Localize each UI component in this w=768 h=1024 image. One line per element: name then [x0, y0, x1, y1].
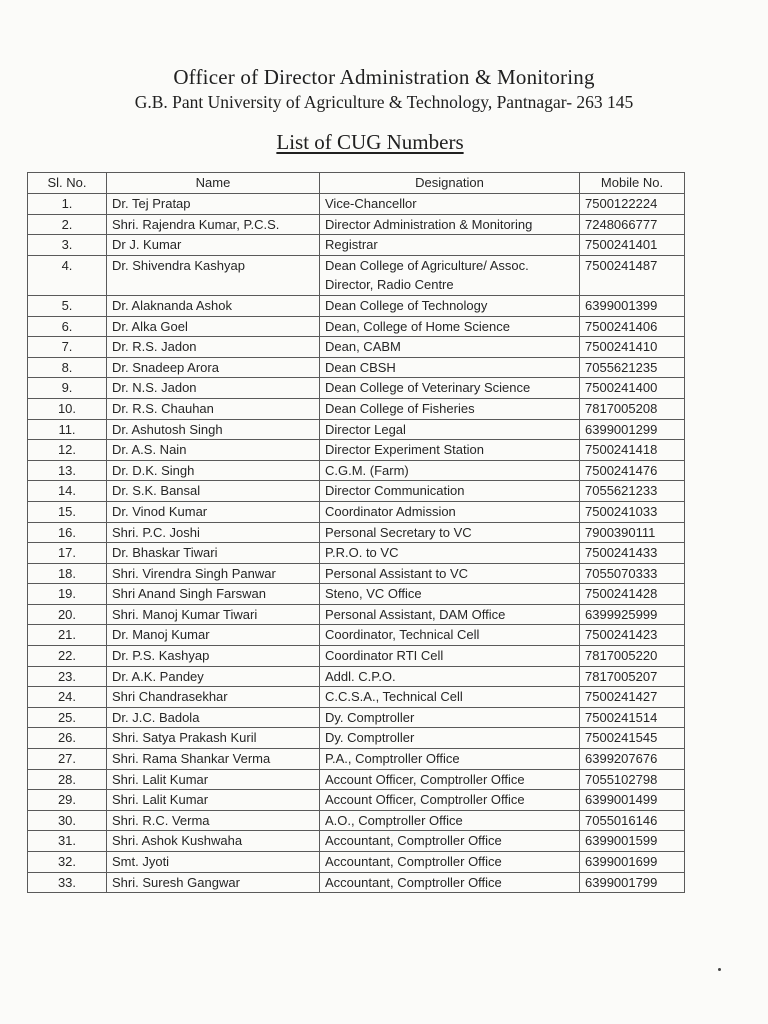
name-cell: Shri. Suresh Gangwar — [107, 872, 320, 893]
column-header-name: Name — [107, 173, 320, 194]
name-cell: Dr. A.S. Nain — [107, 440, 320, 461]
sl-no-cell: 23. — [28, 666, 107, 687]
name-cell: Dr. N.S. Jadon — [107, 378, 320, 399]
designation-cell: C.G.M. (Farm) — [320, 460, 580, 481]
designation-cell: P.A., Comptroller Office — [320, 749, 580, 770]
sl-no-cell: 9. — [28, 378, 107, 399]
university-subtitle: G.B. Pant University of Agriculture & Technology, Pantnagar- 263 145 — [134, 92, 634, 112]
name-cell: Shri. Lalit Kumar — [107, 790, 320, 811]
sl-no-cell: 5. — [28, 295, 107, 316]
table-row — [28, 337, 685, 358]
sl-no-cell: 33. — [28, 872, 107, 893]
mobile-cell: 7500122224 — [580, 194, 685, 215]
sl-no-cell: 11. — [28, 419, 107, 440]
mobile-cell: 7500241033 — [580, 501, 685, 522]
mobile-cell: 7500241401 — [580, 235, 685, 256]
designation-cell: Accountant, Comptroller Office — [320, 831, 580, 852]
name-cell: Dr. R.S. Chauhan — [107, 398, 320, 419]
name-cell: Shri. Lalit Kumar — [107, 769, 320, 790]
sl-no-cell: 31. — [28, 831, 107, 852]
table-row — [28, 790, 685, 811]
mobile-cell: 7055102798 — [580, 769, 685, 790]
sl-no-cell: 20. — [28, 604, 107, 625]
sl-no-cell: 13. — [28, 460, 107, 481]
name-cell: Dr. D.K. Singh — [107, 460, 320, 481]
cug-table — [27, 172, 685, 893]
table-header-row — [28, 173, 685, 194]
sl-no-cell: 8. — [28, 357, 107, 378]
mobile-cell: 6399001799 — [580, 872, 685, 893]
name-cell: Shri. P.C. Joshi — [107, 522, 320, 543]
mobile-cell: 6399925999 — [580, 604, 685, 625]
name-cell: Shri. Satya Prakash Kuril — [107, 728, 320, 749]
name-cell: Shri. R.C. Verma — [107, 810, 320, 831]
name-cell: Dr. A.K. Pandey — [107, 666, 320, 687]
designation-cell: Coordinator RTI Cell — [320, 646, 580, 667]
mobile-cell: 7817005220 — [580, 646, 685, 667]
name-cell: Dr. Snadeep Arora — [107, 357, 320, 378]
designation-cell: P.R.O. to VC — [320, 543, 580, 564]
designation-cell: Dy. Comptroller — [320, 728, 580, 749]
table-row — [28, 872, 685, 893]
designation-cell: Dean, College of Home Science — [320, 316, 580, 337]
name-cell: Dr. R.S. Jadon — [107, 337, 320, 358]
name-cell: Shri. Manoj Kumar Tiwari — [107, 604, 320, 625]
table-row — [28, 378, 685, 399]
name-cell: Shri. Rama Shankar Verma — [107, 749, 320, 770]
designation-cell: Personal Assistant to VC — [320, 563, 580, 584]
table-row — [28, 481, 685, 502]
mobile-cell: 7500241427 — [580, 687, 685, 708]
designation-cell: Dean CBSH — [320, 357, 580, 378]
sl-no-cell: 6. — [28, 316, 107, 337]
table-row — [28, 316, 685, 337]
table-row — [28, 687, 685, 708]
designation-cell: Director Administration & Monitoring — [320, 214, 580, 235]
mobile-cell: 7055070333 — [580, 563, 685, 584]
mobile-cell: 7500241545 — [580, 728, 685, 749]
name-cell: Dr. Shivendra Kashyap — [107, 255, 320, 295]
mobile-cell: 7500241423 — [580, 625, 685, 646]
sl-no-cell: 7. — [28, 337, 107, 358]
designation-cell: Director Experiment Station — [320, 440, 580, 461]
name-cell: Shri Chandrasekhar — [107, 687, 320, 708]
name-cell: Shri. Ashok Kushwaha — [107, 831, 320, 852]
name-cell: Shri Anand Singh Farswan — [107, 584, 320, 605]
mobile-cell: 6399001399 — [580, 295, 685, 316]
mobile-cell: 6399001499 — [580, 790, 685, 811]
sl-no-cell: 2. — [28, 214, 107, 235]
table-row — [28, 831, 685, 852]
name-cell: Dr. Alka Goel — [107, 316, 320, 337]
sl-no-cell: 15. — [28, 501, 107, 522]
mobile-cell: 7055016146 — [580, 810, 685, 831]
sl-no-cell: 22. — [28, 646, 107, 667]
table-row — [28, 214, 685, 235]
name-cell: Dr. Bhaskar Tiwari — [107, 543, 320, 564]
table-row — [28, 440, 685, 461]
name-cell: Dr. Ashutosh Singh — [107, 419, 320, 440]
table-row — [28, 604, 685, 625]
mobile-cell: 7500241406 — [580, 316, 685, 337]
designation-cell: Dean College of Agriculture/ Assoc. Director, Radio Centre — [320, 255, 580, 295]
office-title: Officer of Director Administration & Monitoring — [173, 65, 595, 89]
mobile-cell: 7500241433 — [580, 543, 685, 564]
table-row — [28, 728, 685, 749]
name-cell: Dr. Alaknanda Ashok — [107, 295, 320, 316]
sl-no-cell: 12. — [28, 440, 107, 461]
mobile-cell: 7500241428 — [580, 584, 685, 605]
sl-no-cell: 1. — [28, 194, 107, 215]
mobile-cell: 6399001699 — [580, 852, 685, 873]
mobile-cell: 6399001299 — [580, 419, 685, 440]
mobile-cell: 7817005208 — [580, 398, 685, 419]
name-cell: Dr. S.K. Bansal — [107, 481, 320, 502]
sl-no-cell: 24. — [28, 687, 107, 708]
name-cell: Dr. Vinod Kumar — [107, 501, 320, 522]
sl-no-cell: 16. — [28, 522, 107, 543]
column-header-designation: Designation — [320, 173, 580, 194]
name-cell: Dr. P.S. Kashyap — [107, 646, 320, 667]
name-cell: Shri. Rajendra Kumar, P.C.S. — [107, 214, 320, 235]
table-row — [28, 460, 685, 481]
designation-cell: Personal Assistant, DAM Office — [320, 604, 580, 625]
table-row — [28, 749, 685, 770]
designation-cell: Dean College of Fisheries — [320, 398, 580, 419]
table-row — [28, 563, 685, 584]
sl-no-cell: 26. — [28, 728, 107, 749]
designation-cell: Accountant, Comptroller Office — [320, 872, 580, 893]
mobile-cell: 6399001599 — [580, 831, 685, 852]
mobile-cell: 7817005207 — [580, 666, 685, 687]
designation-cell: Registrar — [320, 235, 580, 256]
designation-cell: Dean College of Technology — [320, 295, 580, 316]
name-cell: Dr. J.C. Badola — [107, 707, 320, 728]
sl-no-cell: 18. — [28, 563, 107, 584]
name-cell: Smt. Jyoti — [107, 852, 320, 873]
sl-no-cell: 32. — [28, 852, 107, 873]
mobile-cell: 7248066777 — [580, 214, 685, 235]
name-cell: Shri. Virendra Singh Panwar — [107, 563, 320, 584]
name-cell: Dr. Tej Pratap — [107, 194, 320, 215]
table-row — [28, 194, 685, 215]
table-row — [28, 295, 685, 316]
mobile-cell: 7500241514 — [580, 707, 685, 728]
table-row — [28, 357, 685, 378]
designation-cell: Account Officer, Comptroller Office — [320, 769, 580, 790]
sl-no-cell: 30. — [28, 810, 107, 831]
table-row — [28, 398, 685, 419]
table-row — [28, 625, 685, 646]
mobile-cell: 7900390111 — [580, 522, 685, 543]
sl-no-cell: 29. — [28, 790, 107, 811]
designation-cell: Vice-Chancellor — [320, 194, 580, 215]
list-title: List of CUG Numbers — [276, 130, 464, 154]
table-row — [28, 707, 685, 728]
table-row — [28, 810, 685, 831]
sl-no-cell: 27. — [28, 749, 107, 770]
table-row — [28, 584, 685, 605]
designation-cell: A.O., Comptroller Office — [320, 810, 580, 831]
sl-no-cell: 17. — [28, 543, 107, 564]
designation-cell: C.C.S.A., Technical Cell — [320, 687, 580, 708]
designation-cell: Director Legal — [320, 419, 580, 440]
column-header-mobile: Mobile No. — [580, 173, 685, 194]
designation-cell: Accountant, Comptroller Office — [320, 852, 580, 873]
sl-no-cell: 3. — [28, 235, 107, 256]
table-row — [28, 646, 685, 667]
table-body — [28, 194, 685, 893]
table-row — [28, 769, 685, 790]
sl-no-cell: 10. — [28, 398, 107, 419]
designation-cell: Dean College of Veterinary Science — [320, 378, 580, 399]
mobile-cell: 7500241410 — [580, 337, 685, 358]
mobile-cell: 7055621233 — [580, 481, 685, 502]
table-row — [28, 235, 685, 256]
mobile-cell: 7055621235 — [580, 357, 685, 378]
designation-cell: Addl. C.P.O. — [320, 666, 580, 687]
table-row — [28, 543, 685, 564]
table-row — [28, 255, 685, 295]
scan-speck — [718, 968, 721, 971]
sl-no-cell: 28. — [28, 769, 107, 790]
table-row — [28, 501, 685, 522]
table-row — [28, 852, 685, 873]
designation-cell: Coordinator, Technical Cell — [320, 625, 580, 646]
sl-no-cell: 4. — [28, 255, 107, 295]
name-cell: Dr J. Kumar — [107, 235, 320, 256]
mobile-cell: 7500241476 — [580, 460, 685, 481]
sl-no-cell: 14. — [28, 481, 107, 502]
designation-cell: Coordinator Admission — [320, 501, 580, 522]
designation-cell: Dy. Comptroller — [320, 707, 580, 728]
mobile-cell: 7500241418 — [580, 440, 685, 461]
sl-no-cell: 21. — [28, 625, 107, 646]
designation-cell: Account Officer, Comptroller Office — [320, 790, 580, 811]
designation-cell: Dean, CABM — [320, 337, 580, 358]
table-row — [28, 522, 685, 543]
mobile-cell: 7500241400 — [580, 378, 685, 399]
document-header — [0, 64, 768, 113]
name-cell: Dr. Manoj Kumar — [107, 625, 320, 646]
designation-cell: Personal Secretary to VC — [320, 522, 580, 543]
designation-cell: Director Communication — [320, 481, 580, 502]
mobile-cell: 7500241487 — [580, 255, 685, 295]
sl-no-cell: 19. — [28, 584, 107, 605]
table-row — [28, 666, 685, 687]
column-header-sl-no: Sl. No. — [28, 173, 107, 194]
designation-cell: Steno, VC Office — [320, 584, 580, 605]
table-row — [28, 419, 685, 440]
mobile-cell: 6399207676 — [580, 749, 685, 770]
sl-no-cell: 25. — [28, 707, 107, 728]
